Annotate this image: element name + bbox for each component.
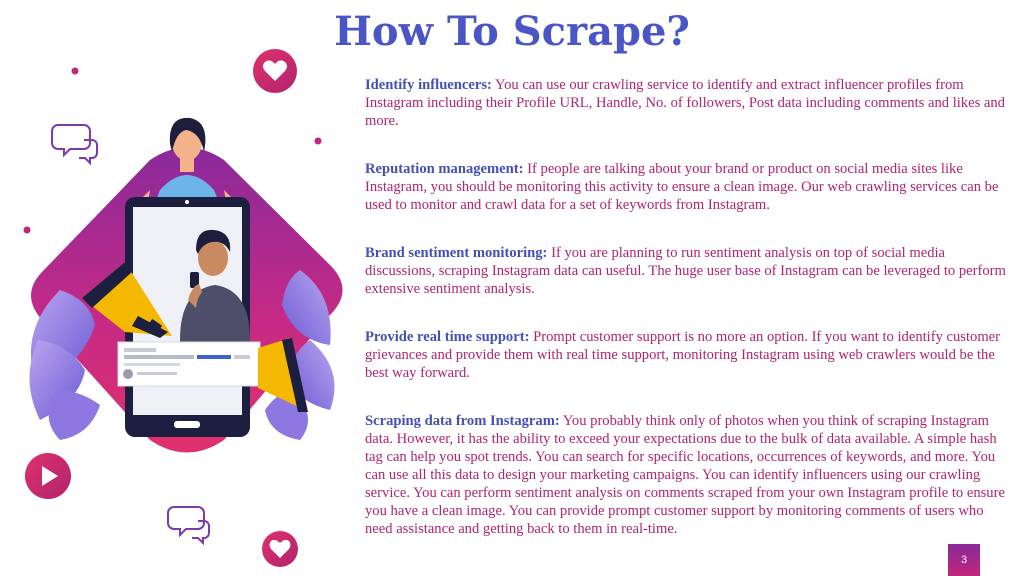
chat-bubble-icon <box>168 507 209 543</box>
point-heading: Reputation management: <box>365 161 524 177</box>
content-list <box>365 76 1013 538</box>
point-body: You probably think only of photos when you think of scraping Instagram data. However, it has the ability to exceed your expectations due to the bulk of data available. A simple hash tag can help you spot trends. You can search for specific locations, occurrences of keywords, and more. You can use all this data to design your marketing campaigns. You can identify influencers using our crawling service. You can perform sentiment analysis on comments scraped from your own Instagram profile to ensure you have a clean image. You can provide prompt customer support by monitoring comments of users who need assistance and getting back to them in real-time. <box>365 413 1005 537</box>
point-scraping-instagram <box>365 412 1013 538</box>
point-body: You can use our crawling service to identify and extract influencer profiles from Instagram including their Profile URL, Handle, No. of followers, Post data including comments and likes and more. <box>365 77 1005 129</box>
point-body: If you are planning to run sentiment analysis on top of social media discussions, scraping Instagram data can useful. The huge user base of Instagram can be leveraged to perform extensive sentiment analysis. <box>365 245 1006 297</box>
page-number-badge: 3 <box>948 544 980 576</box>
play-icon <box>25 453 71 499</box>
point-reputation-management <box>365 160 1013 214</box>
point-heading: Identify influencers: <box>365 77 492 93</box>
point-heading: Provide real time support: <box>365 329 530 345</box>
heart-icon <box>253 49 297 93</box>
point-heading: Scraping data from Instagram: <box>365 413 560 429</box>
point-heading: Brand sentiment monitoring: <box>365 245 548 261</box>
post-card <box>118 342 260 386</box>
point-brand-sentiment <box>365 244 1013 298</box>
slide-title: How To Scrape? <box>334 8 690 55</box>
decor-dot <box>72 68 79 75</box>
point-body: If people are talking about your brand or product on social media sites like Instagram, you should be monitoring this activity to ensure a clean image. Our web crawling services can be used to monitor and crawl data for a set of keywords from Instagram. <box>365 161 999 213</box>
decor-dot <box>24 227 31 234</box>
point-real-time-support <box>365 328 1013 382</box>
point-body: Prompt customer support is no more an option. If you want to identify customer grievances and provide them with real time support, monitoring Instagram using web crawlers would be the best way forward. <box>365 329 1001 381</box>
point-identify-influencers <box>365 76 1013 130</box>
social-media-illustration <box>0 40 360 576</box>
heart-icon <box>262 531 298 567</box>
decor-dot <box>315 138 322 145</box>
chat-bubble-icon <box>52 125 97 163</box>
